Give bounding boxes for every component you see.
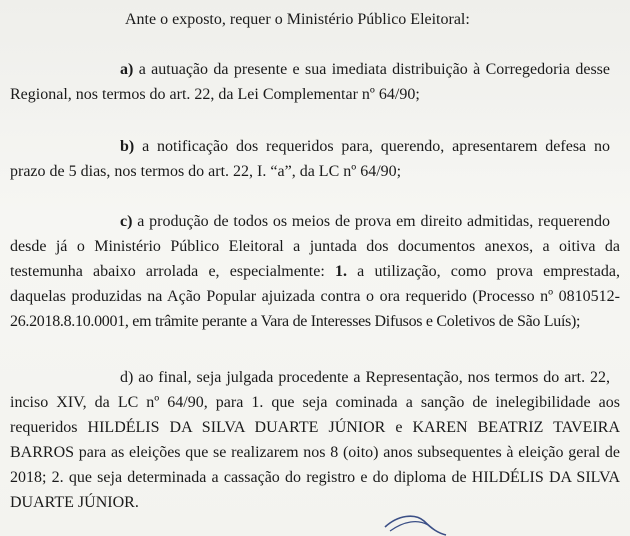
item-a-marker: a) (120, 61, 134, 78)
item-a-line-1 (120, 60, 610, 80)
item-b-line-1 (120, 137, 610, 157)
item-c-line-1 (120, 212, 610, 232)
item-a-line-1-text: a autuação da presente e sua imediata distribuição à Corregedoria desse (133, 61, 610, 78)
item-c-line-4: daquelas produzidas na Ação Popular ajuizada contra o ora requerido (Processo nº 0810512- (10, 288, 620, 305)
item-a-line-2: Regional, nos termos do art. 22, da Lei Complementar nº 64/90; (10, 86, 420, 103)
item-c-line-2: desde já o Ministério Público Eleitoral a juntada dos documentos anexos, a oitiva da (10, 238, 620, 255)
item-c-line-3-post: a utilização, como prova emprestada, (346, 263, 620, 280)
item-d-line-1: d) ao final, seja julgada procedente a Representação, nos termos do art. 22, (120, 369, 610, 386)
item-c-line-3-pre: testemunha abaixo arrolada e, especialmente: (10, 263, 335, 280)
item-d-line-5: 2018; 2. que seja determinada a cassação do registro e do diploma de HILDÉLIS DA SILVA (10, 469, 620, 486)
item-b-line-1-text: a notificação dos requeridos para, querendo, apresentarem defesa no (134, 138, 610, 155)
item-c-line-3 (10, 262, 620, 282)
item-c-line-5: 26.2018.8.10.0001, em trâmite perante a Vara de Interesses Difusos e Coletivos de São Luís); (10, 313, 581, 330)
item-c-line-3-number: 1. (334, 263, 347, 280)
item-d-line-4: BARROS para as eleições que se realizarem nos 8 (oito) anos subsequentes à eleição geral de (10, 444, 620, 461)
item-d-line-6: DUARTE JÚNIOR. (10, 494, 139, 511)
item-c-marker: c) (120, 213, 133, 230)
item-d-line-3: requeridos HILDÉLIS DA SILVA DUARTE JÚNIOR e KAREN BEATRIZ TAVEIRA (10, 419, 620, 436)
item-c-line-1-text: a produção de todos os meios de prova em direito admitidas, requerendo (132, 213, 610, 230)
intro-text: Ante o exposto, requer o Ministério Público Eleitoral: (125, 11, 470, 28)
signature-stroke (380, 505, 450, 536)
item-b-marker: b) (120, 138, 135, 155)
item-b-line-2: prazo de 5 dias, nos termos do art. 22, I. “a”, da LC nº 64/90; (10, 163, 402, 180)
item-d-line-2: inciso XIV, da LC nº 64/90, para 1. que seja cominada a sanção de inelegibilidade aos (10, 394, 620, 411)
